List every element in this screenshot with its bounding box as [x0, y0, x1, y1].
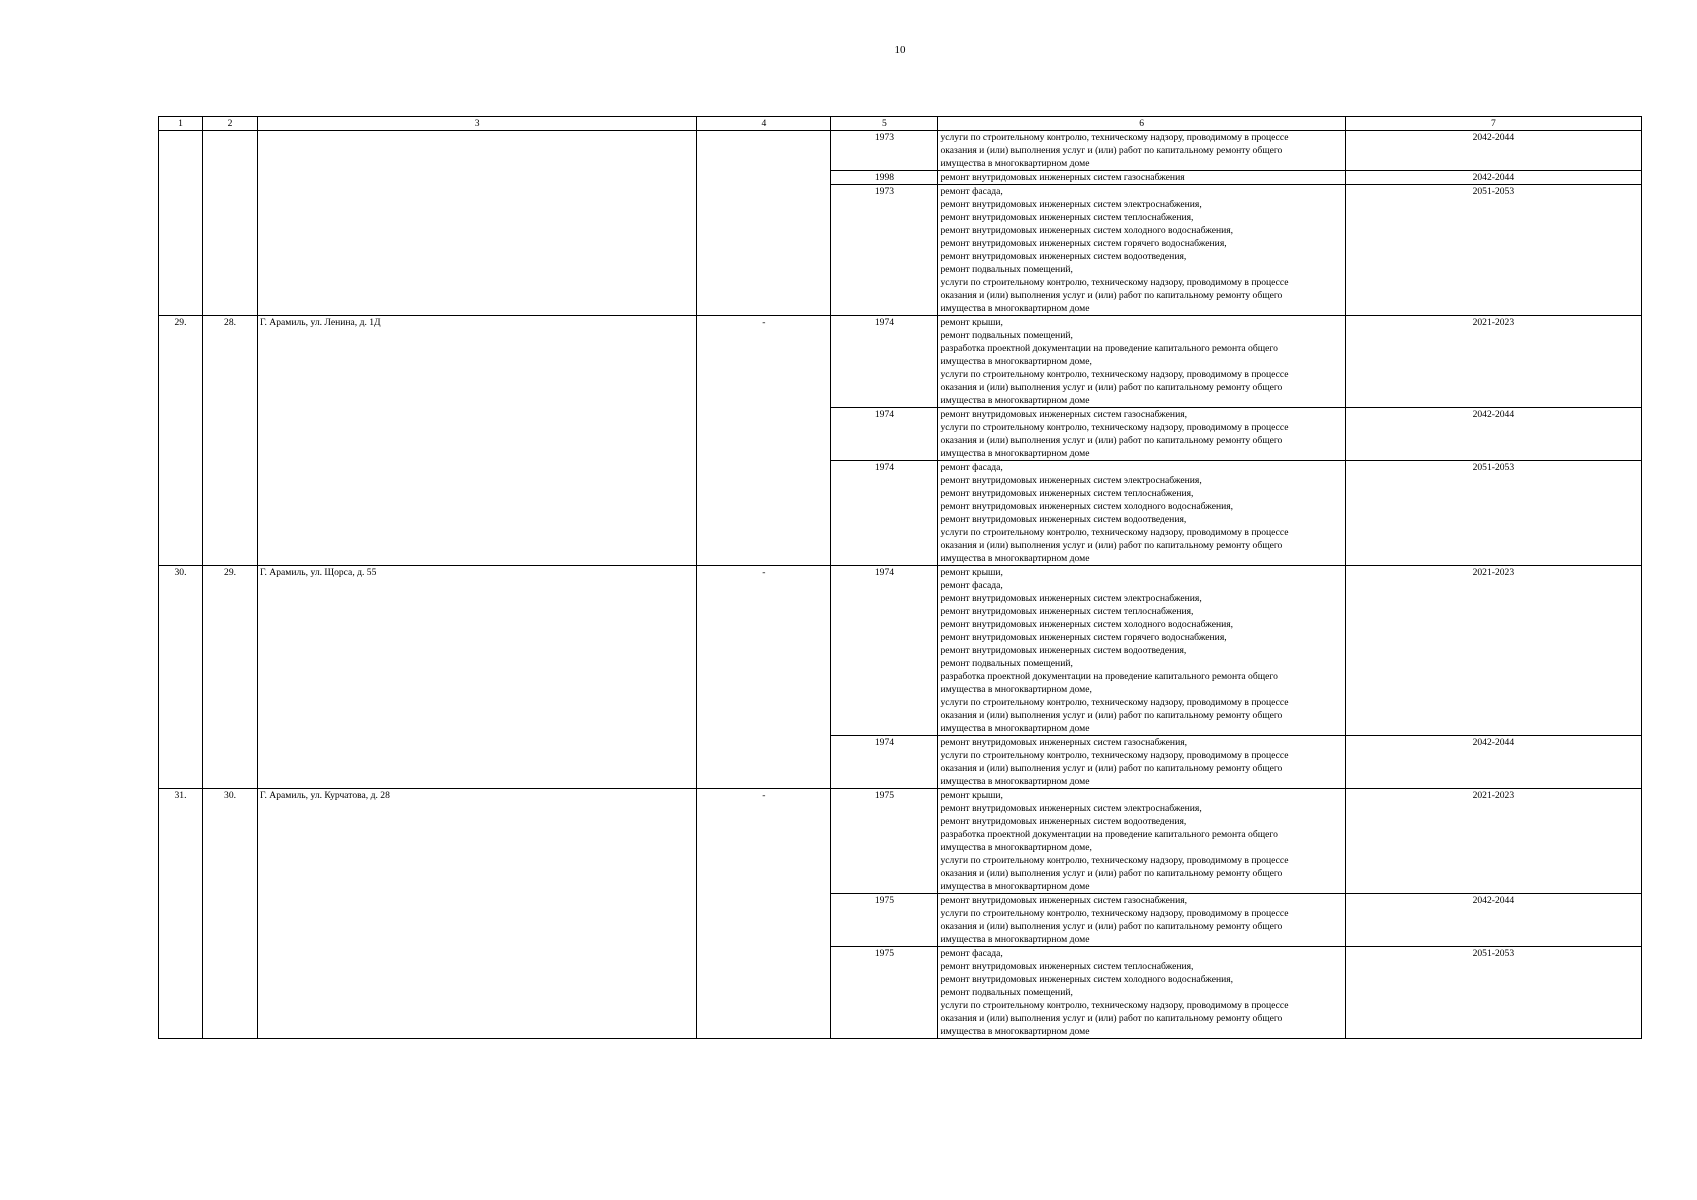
row-number-cell: 29. — [159, 316, 203, 566]
work-line: услуги по строительному контролю, техническому надзору, проводимому в процессе — [940, 527, 1289, 538]
row-number-cell: 31. — [159, 789, 203, 1039]
work-line: ремонт внутридомовых инженерных систем горячего водоснабжения, — [940, 238, 1227, 249]
work-line: ремонт фасада, — [940, 948, 1003, 959]
work-line: ремонт крыши, — [940, 790, 1003, 801]
column4-cell: - — [697, 566, 831, 789]
work-line: ремонт внутридомовых инженерных систем электроснабжения, — [940, 803, 1202, 814]
work-line: ремонт внутридомовых инженерных систем теплоснабжения, — [940, 606, 1194, 617]
work-line: оказания и (или) выполнения услуг и (или) работ по капитальному ремонту общего — [940, 290, 1283, 301]
work-line: ремонт внутридомовых инженерных систем водоотведения, — [940, 514, 1187, 525]
work-line: услуги по строительному контролю, техническому надзору, проводимому в процессе — [940, 369, 1289, 380]
column-header: 2 — [203, 117, 258, 131]
work-line: ремонт крыши, — [940, 317, 1003, 328]
year-cell: 1975 — [831, 894, 938, 947]
period-cell: 2042-2044 — [1345, 131, 1641, 171]
column-header: 1 — [159, 117, 203, 131]
work-line: разработка проектной документации на проведение капитального ремонта общего — [940, 829, 1278, 840]
year-cell: 1974 — [831, 566, 938, 736]
works-cell — [938, 408, 1345, 461]
empty-cell — [258, 131, 697, 316]
work-line: разработка проектной документации на проведение капитального ремонта общего — [940, 671, 1278, 682]
work-line: ремонт внутридомовых инженерных систем газоснабжения, — [940, 895, 1188, 906]
work-line: оказания и (или) выполнения услуг и (или) работ по капитальному ремонту общего — [940, 763, 1283, 774]
work-line: имущества в многоквартирном доме — [940, 303, 1090, 314]
work-line: услуги по строительному контролю, техническому надзору, проводимому в процессе — [940, 132, 1289, 143]
period-cell: 2021-2023 — [1345, 316, 1641, 408]
year-cell: 1973 — [831, 131, 938, 171]
work-line: ремонт фасада, — [940, 580, 1003, 591]
table-row — [159, 316, 1642, 408]
works-cell — [938, 461, 1345, 566]
works-cell — [938, 947, 1345, 1039]
table-row — [159, 566, 1642, 736]
work-line: ремонт внутридомовых инженерных систем газоснабжения — [940, 172, 1185, 183]
address-cell: Г. Арамиль, ул. Щорса, д. 55 — [258, 566, 697, 789]
page-number: 10 — [894, 44, 906, 56]
year-cell: 1998 — [831, 171, 938, 185]
sub-number-cell: 28. — [203, 316, 258, 566]
work-line: оказания и (или) выполнения услуг и (или) работ по капитальному ремонту общего — [940, 710, 1283, 721]
column4-cell: - — [697, 789, 831, 1039]
year-cell: 1975 — [831, 947, 938, 1039]
address-cell: Г. Арамиль, ул. Курчатова, д. 28 — [258, 789, 697, 1039]
empty-cell — [697, 131, 831, 316]
work-line: услуги по строительному контролю, техническому надзору, проводимому в процессе — [940, 1000, 1289, 1011]
table-body — [159, 131, 1642, 1039]
work-line: ремонт внутридомовых инженерных систем водоотведения, — [940, 251, 1187, 262]
period-cell: 2042-2044 — [1345, 171, 1641, 185]
period-cell: 2051-2053 — [1345, 185, 1641, 316]
work-line: оказания и (или) выполнения услуг и (или) работ по капитальному ремонту общего — [940, 868, 1283, 879]
period-cell: 2042-2044 — [1345, 894, 1641, 947]
work-line: ремонт подвальных помещений, — [940, 658, 1073, 669]
work-line: услуги по строительному контролю, техническому надзору, проводимому в процессе — [940, 750, 1289, 761]
work-line: имущества в многоквартирном доме — [940, 448, 1090, 459]
table-row — [159, 789, 1642, 894]
work-line: ремонт внутридомовых инженерных систем холодного водоснабжения, — [940, 974, 1234, 985]
column4-cell: - — [697, 316, 831, 566]
work-line: оказания и (или) выполнения услуг и (или) работ по капитальному ремонту общего — [940, 921, 1283, 932]
period-cell: 2021-2023 — [1345, 789, 1641, 894]
works-cell — [938, 736, 1345, 789]
column-header: 5 — [831, 117, 938, 131]
work-line: имущества в многоквартирном доме, — [940, 684, 1092, 695]
work-line: оказания и (или) выполнения услуг и (или) работ по капитальному ремонту общего — [940, 1013, 1283, 1024]
works-cell — [938, 171, 1345, 185]
work-line: имущества в многоквартирном доме — [940, 881, 1090, 892]
year-cell: 1974 — [831, 461, 938, 566]
work-line: ремонт внутридомовых инженерных систем электроснабжения, — [940, 199, 1202, 210]
table-row — [159, 131, 1642, 171]
period-cell: 2042-2044 — [1345, 408, 1641, 461]
address-cell: Г. Арамиль, ул. Ленина, д. 1Д — [258, 316, 697, 566]
work-line: имущества в многоквартирном доме — [940, 776, 1090, 787]
work-line: имущества в многоквартирном доме, — [940, 356, 1092, 367]
works-cell — [938, 894, 1345, 947]
period-cell: 2051-2053 — [1345, 461, 1641, 566]
year-cell: 1975 — [831, 789, 938, 894]
column-header-row — [159, 117, 1642, 131]
work-line: имущества в многоквартирном доме — [940, 395, 1090, 406]
work-line: ремонт внутридомовых инженерных систем водоотведения, — [940, 645, 1187, 656]
work-line: ремонт внутридомовых инженерных систем теплоснабжения, — [940, 212, 1194, 223]
empty-cell — [159, 131, 203, 316]
column-header: 7 — [1345, 117, 1641, 131]
work-line: ремонт внутридомовых инженерных систем холодного водоснабжения, — [940, 501, 1234, 512]
work-line: услуги по строительному контролю, техническому надзору, проводимому в процессе — [940, 277, 1289, 288]
work-line: имущества в многоквартирном доме — [940, 553, 1090, 564]
work-line: разработка проектной документации на проведение капитального ремонта общего — [940, 343, 1278, 354]
work-line: оказания и (или) выполнения услуг и (или) работ по капитальному ремонту общего — [940, 540, 1283, 551]
column-header: 3 — [258, 117, 697, 131]
work-line: ремонт внутридомовых инженерных систем электроснабжения, — [940, 475, 1202, 486]
row-number-cell: 30. — [159, 566, 203, 789]
work-line: оказания и (или) выполнения услуг и (или) работ по капитальному ремонту общего — [940, 435, 1283, 446]
capital-repair-table — [158, 116, 1642, 1039]
work-line: ремонт крыши, — [940, 567, 1003, 578]
column-header: 4 — [697, 117, 831, 131]
empty-cell — [203, 131, 258, 316]
work-line: ремонт внутридомовых инженерных систем водоотведения, — [940, 816, 1187, 827]
works-cell — [938, 566, 1345, 736]
work-line: ремонт подвальных помещений, — [940, 987, 1073, 998]
work-line: услуги по строительному контролю, техническому надзору, проводимому в процессе — [940, 697, 1289, 708]
period-cell: 2042-2044 — [1345, 736, 1641, 789]
work-line: ремонт внутридомовых инженерных систем холодного водоснабжения, — [940, 619, 1234, 630]
work-line: ремонт подвальных помещений, — [940, 330, 1073, 341]
year-cell: 1974 — [831, 316, 938, 408]
work-line: имущества в многоквартирном доме — [940, 934, 1090, 945]
work-line: имущества в многоквартирном доме, — [940, 842, 1092, 853]
work-line: имущества в многоквартирном доме — [940, 723, 1090, 734]
works-cell — [938, 131, 1345, 171]
work-line: имущества в многоквартирном доме — [940, 1026, 1090, 1037]
work-line: ремонт внутридомовых инженерных систем горячего водоснабжения, — [940, 632, 1227, 643]
work-line: ремонт внутридомовых инженерных систем холодного водоснабжения, — [940, 225, 1234, 236]
work-line: ремонт фасада, — [940, 462, 1003, 473]
sub-number-cell: 29. — [203, 566, 258, 789]
work-line: ремонт внутридомовых инженерных систем электроснабжения, — [940, 593, 1202, 604]
work-line: услуги по строительному контролю, техническому надзору, проводимому в процессе — [940, 422, 1289, 433]
works-cell — [938, 789, 1345, 894]
work-line: ремонт подвальных помещений, — [940, 264, 1073, 275]
work-line: услуги по строительному контролю, техническому надзору, проводимому в процессе — [940, 855, 1289, 866]
year-cell: 1974 — [831, 408, 938, 461]
work-line: ремонт внутридомовых инженерных систем теплоснабжения, — [940, 961, 1194, 972]
column-header: 6 — [938, 117, 1345, 131]
work-line: ремонт внутридомовых инженерных систем газоснабжения, — [940, 737, 1188, 748]
works-cell — [938, 316, 1345, 408]
work-line: ремонт внутридомовых инженерных систем теплоснабжения, — [940, 488, 1194, 499]
works-cell — [938, 185, 1345, 316]
sub-number-cell: 30. — [203, 789, 258, 1039]
work-line: ремонт фасада, — [940, 186, 1003, 197]
work-line: ремонт внутридомовых инженерных систем газоснабжения, — [940, 409, 1188, 420]
year-cell: 1974 — [831, 736, 938, 789]
work-line: оказания и (или) выполнения услуг и (или) работ по капитальному ремонту общего — [940, 145, 1283, 156]
period-cell: 2021-2023 — [1345, 566, 1641, 736]
year-cell: 1973 — [831, 185, 938, 316]
work-line: имущества в многоквартирном доме — [940, 158, 1090, 169]
work-line: оказания и (или) выполнения услуг и (или) работ по капитальному ремонту общего — [940, 382, 1283, 393]
period-cell: 2051-2053 — [1345, 947, 1641, 1039]
work-line: услуги по строительному контролю, техническому надзору, проводимому в процессе — [940, 908, 1289, 919]
